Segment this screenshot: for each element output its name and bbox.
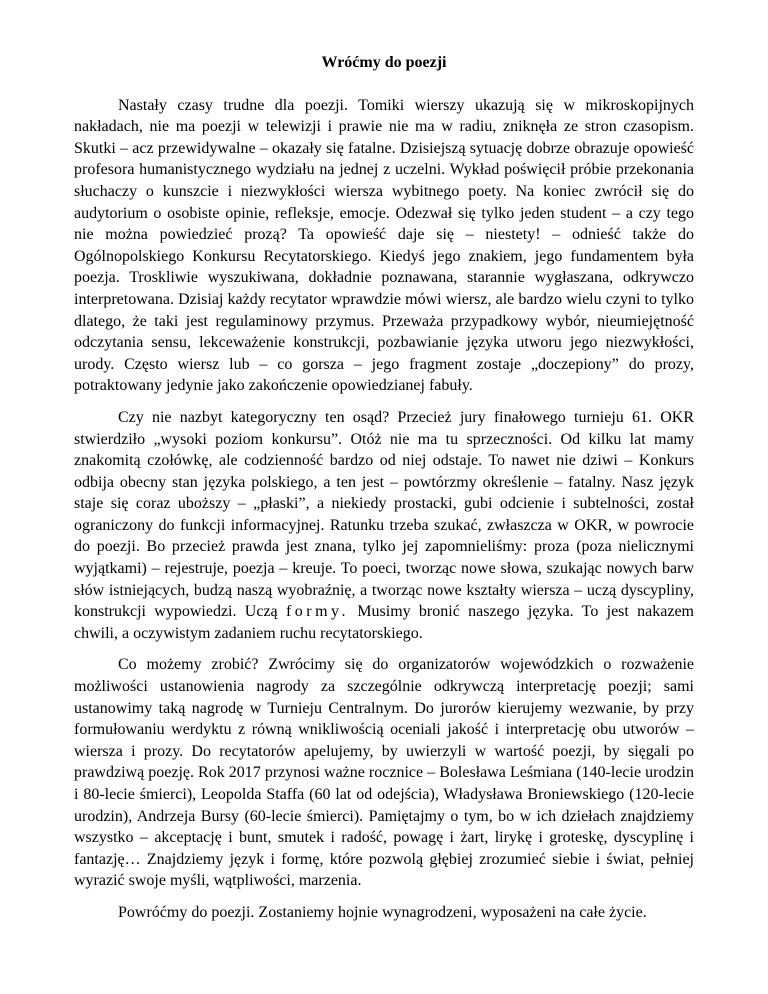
paragraph-2 xyxy=(74,407,694,645)
paragraph-3: Co możemy zrobić? Zwrócimy się do organizatorów wojewódzkich o rozważenie możliwości ustanowienia nagrody za szczególnie odkrywczą interpretację poezji; sami ustanowimy taką nagrodę w Turnieju Centralnym. Do jurorów kierujemy wezwanie, by przy formułowaniu werdyktu z równą wnikliwością oceniali jakość i interpretację obu utworów – wiersza i prozy. Do recytatorów apelujemy, by uwierzyli w wartość poezji, by sięgali po prawdziwą poezję. Rok 2017 przynosi ważne rocznice – Bolesława Leśmiana (140-lecie urodzin i 80-lecie śmierci), Leopolda Staffa (60 lat od odejścia), Władysława Broniewskiego (120-lecie urodzin), Andrzeja Bursy (60-lecie śmierci). Pamiętajmy o tym, bo w ich dziełach znajdziemy wszystko – akceptację i bunt, smutek i radość, powagę i żart, lirykę i groteskę, dyscyplinę i fantazję… Znajdziemy język i formę, które pozwolą głębiej zrozumieć siebie i świat, pełniej wyrazić swoje myśli, wątpliwości, marzenia. xyxy=(74,656,694,890)
spaced-word-formy: formy. xyxy=(285,603,349,621)
paragraph-2-text-after: Musimy bronić naszego języka. To jest nakazem chwili, a oczywistym zadaniem ruchu recytatorskiego. xyxy=(74,603,694,642)
paragraph-2-text-before: Czy nie nazbyt kategoryczny ten osąd? Przecież jury finałowego turnieju 61. OKR stwierdziło „wysoki poziom konkursu”. Otóż nie ma tu sprzeczności. Od kilku lat mamy znakomitą czołówkę, ale codzienność bardzo od niej odstaje. To nawet nie dziwi – Konkurs odbija obecny stan języka polskiego, a ten jest – powtórzmy określenie – fatalny. Nasz język staje się coraz uboższy – „płaski”, a niekiedy prostacki, gubi odcienie i subtelności, został ograniczony do funkcji informacyjnej. Ratunku trzeba szukać, zwłaszcza w OKR, w powrocie do poezji. Bo przecież prawda jest znana, tylko jej zapomnieliśmy: proza (poza nielicznymi wyjątkami) – rejestruje, poezja – kreuje. To poeci, tworząc nowe słowa, szukając nowych barw słów istniejących, budzą naszą wyobraźnię, a tworząc nowe kształty wiersza – uczą dyscypliny, konstrukcji wypowiedzi. Uczą xyxy=(74,408,694,621)
paragraph-1: Nastały czasy trudne dla poezji. Tomiki wierszy ukazują się w mikroskopijnych nakładach, nie ma poezji w telewizji i prawie nie ma w radiu, zniknęła ze stron czasopism. Skutki – acz przewidywalne – okazały się fatalne. Dzisiejszą sytuację dobrze obrazuje opowieść profesora humanistycznego wydziału na jednej z uczelni. Wykład poświęcił próbie przekonania słuchaczy o kunszcie i niezwykłości wiersza wybitnego poety. Na koniec zwrócił się do audytorium o osobiste opinie, refleksje, emocje. Odezwał się tylko jeden student – a czy tego nie można powiedzieć prozą? Ta opowieść daje się – niestety! – odnieść także do Ogólnopolskiego Konkursu Recytatorskiego. Kiedyś jego znakiem, jego fundamentem była poezja. Troskliwie wyszukiwana, dokładnie poznawana, starannie wygłaszana, odkrywczo interpretowana. Dzisiaj każdy recytator wprawdzie mówi wiersz, ale bardzo wielu czyni to tylko dlatego, że taki jest regulaminowy przymus. Przeważa przypadkowy wybór, nieumiejętność odczytania sensu, lekceważenie konstrukcji, pozbawianie języka utworu jego niezwykłości, urody. Często wiersz lub – co gorsza – jego fragment zostaje „doczepiony” do prozy, potraktowany jedynie jako zakończenie opowiedzianej fabuły. xyxy=(74,96,694,395)
paragraph-4: Powróćmy do poezji. Zostaniemy hojnie wynagrodzeni, wyposażeni na całe życie. xyxy=(118,903,647,921)
document-page xyxy=(74,52,694,934)
document-title: Wróćmy do poezji xyxy=(321,54,447,71)
